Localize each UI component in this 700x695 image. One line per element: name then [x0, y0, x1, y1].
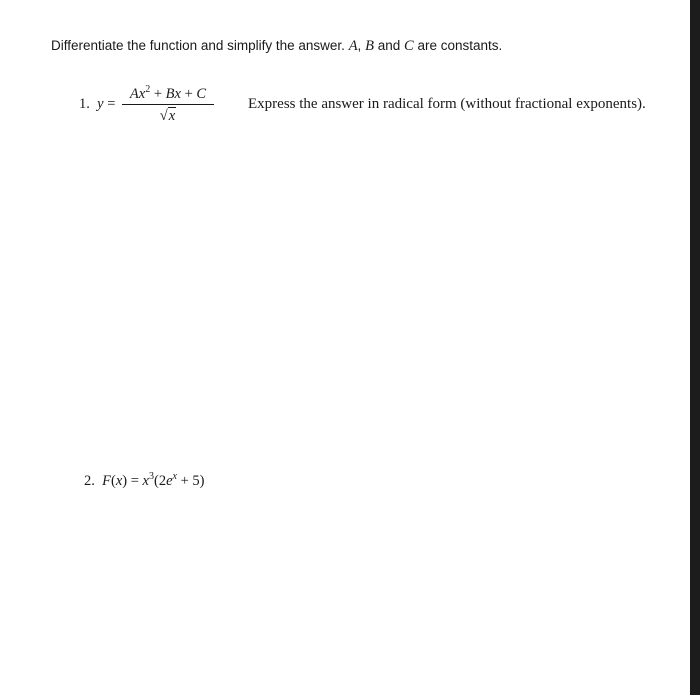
problem-2-number: 2.: [84, 473, 95, 489]
problem-1-fraction: [122, 86, 214, 125]
function-name: F: [102, 473, 111, 489]
plus-sign-2: +: [184, 86, 193, 102]
coef-b: B: [165, 86, 175, 102]
problem-1-equals: =: [107, 96, 116, 112]
problem-1-lhs: y: [97, 96, 104, 112]
problem-1-number: 1.: [79, 96, 90, 112]
constant-c: C: [404, 38, 414, 54]
coef-c: C: [196, 86, 207, 102]
page-edge-border: [690, 0, 700, 695]
instructions-and: and: [377, 38, 401, 53]
function-arg: x: [115, 473, 123, 489]
power-3: 3: [148, 471, 154, 482]
fraction-denominator: [122, 107, 214, 125]
paren-group-open: (2: [153, 473, 167, 489]
separator-comma: ,: [357, 38, 362, 53]
fraction-numerator: [122, 86, 214, 103]
radicand: x: [168, 108, 176, 125]
instructions-tail: are constants.: [417, 38, 503, 53]
paren-group-rest: + 5): [180, 473, 205, 489]
var-x2: x: [174, 86, 181, 102]
problem-2: [84, 473, 204, 490]
paren-close: ): [122, 473, 128, 489]
e-exponent: x: [172, 471, 177, 482]
problem-1-note: Express the answer in radical form (without fractional exponents).: [248, 96, 646, 112]
base-x: x: [142, 473, 149, 489]
paren-open: (: [110, 473, 116, 489]
exponent-2: 2: [145, 84, 151, 95]
constant-a: A: [348, 38, 358, 54]
instructions-text: [51, 38, 502, 55]
problem-1-label: [79, 96, 115, 113]
square-root: [160, 107, 176, 125]
euler-e: e: [166, 473, 173, 489]
coef-a: A: [129, 86, 139, 102]
constant-b: B: [365, 38, 374, 54]
var-x1: x: [138, 86, 146, 102]
plus-sign-1: +: [153, 86, 163, 102]
problem-2-equals: =: [130, 473, 139, 489]
radical-sign: √: [159, 108, 168, 125]
instructions-lead: Differentiate the function and simplify the answer.: [51, 38, 345, 53]
fraction-bar: [122, 104, 214, 105]
